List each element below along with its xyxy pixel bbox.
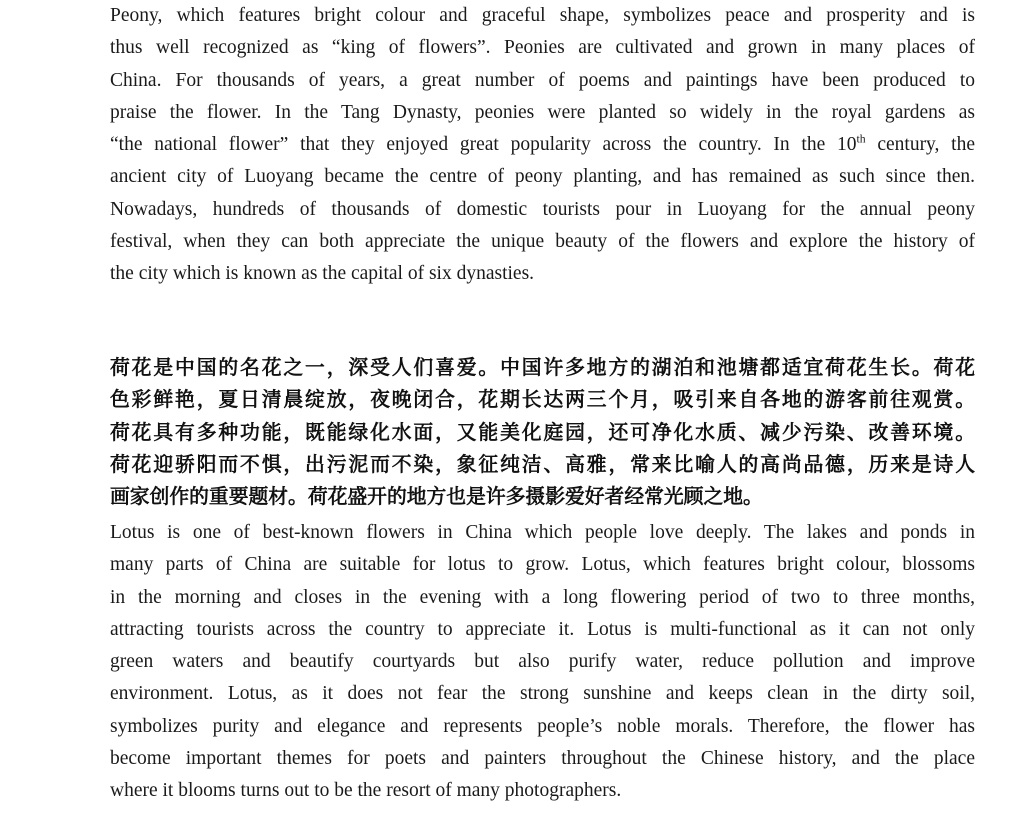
text-line: 画家创作的重要题材。荷花盛开的地方也是许多摄影爱好者经常光顾之地。 xyxy=(110,485,763,509)
text-segment: century, the xyxy=(865,134,975,156)
text-line: thus well recognized as “king of flowers”. Peonies are cultivated and grown in many places of xyxy=(110,37,975,59)
text-line: become important themes for poets and painters throughout the Chinese history, and the place xyxy=(110,748,975,770)
text-line: where it blooms turns out to be the resort of many photographers. xyxy=(110,780,622,802)
text-line: ancient city of Luoyang became the centre of peony planting, and has remained as such since then. xyxy=(110,166,975,188)
text-line: attracting tourists across the country to appreciate it. Lotus is multi-functional as it can not only xyxy=(110,618,975,640)
lotus-english-paragraph xyxy=(110,517,975,808)
text-line: 色彩鲜艳，夏日清晨绽放，夜晚闭合，花期长达两三个月，吸引来自各地的游客前往观赏。 xyxy=(110,388,975,412)
text-line: Peony, which features bright colour and graceful shape, symbolizes peace and prosperity and is xyxy=(110,5,975,26)
text-line: green waters and beautify courtyards but also purify water, reduce pollution and improve xyxy=(110,651,975,673)
text-line: in the morning and closes in the evening with a long flowering period of two to three months, xyxy=(110,586,975,608)
lotus-chinese-paragraph xyxy=(110,352,975,513)
text-segment: “the national flower” that they enjoyed great popularity across the country. In the 10 xyxy=(110,134,857,156)
text-line: praise the flower. In the Tang Dynasty, peonies were planted so widely in the royal gardens as xyxy=(110,101,975,123)
text-line: 荷花具有多种功能，既能绿化水面，又能美化庭园，还可净化水质、减少污染、改善环境。 xyxy=(110,420,975,444)
text-line: festival, when they can both appreciate the unique beauty of the flowers and explore the history of xyxy=(110,231,975,253)
text-line: many parts of China are suitable for lotus to grow. Lotus, which features bright colour, blossoms xyxy=(110,554,975,576)
ordinal-superscript: th xyxy=(856,132,866,146)
text-line: 荷花迎骄阳而不惧，出污泥而不染，象征纯洁、高雅，常来比喻人的高尚品德，历来是诗人 xyxy=(110,452,975,476)
text-line: environment. Lotus, as it does not fear the strong sunshine and keeps clean in the dirty soil, xyxy=(110,683,975,705)
text-line: Lotus is one of best-known flowers in China which people love deeply. The lakes and ponds in xyxy=(110,522,975,543)
peony-english-paragraph xyxy=(110,0,975,291)
text-line: China. For thousands of years, a great number of poems and paintings have been produced to xyxy=(110,69,975,91)
text-line: Nowadays, hundreds of thousands of domestic tourists pour in Luoyang for the annual peony xyxy=(110,198,975,220)
text-line: 荷花是中国的名花之一，深受人们喜爱。中国许多地方的湖泊和池塘都适宜荷花生长。荷花 xyxy=(110,356,975,379)
text-line: symbolizes purity and elegance and represents people’s noble morals. Therefore, the flower has xyxy=(110,715,975,737)
text-line: the city which is known as the capital of six dynasties. xyxy=(110,263,535,285)
text-line xyxy=(110,129,975,161)
